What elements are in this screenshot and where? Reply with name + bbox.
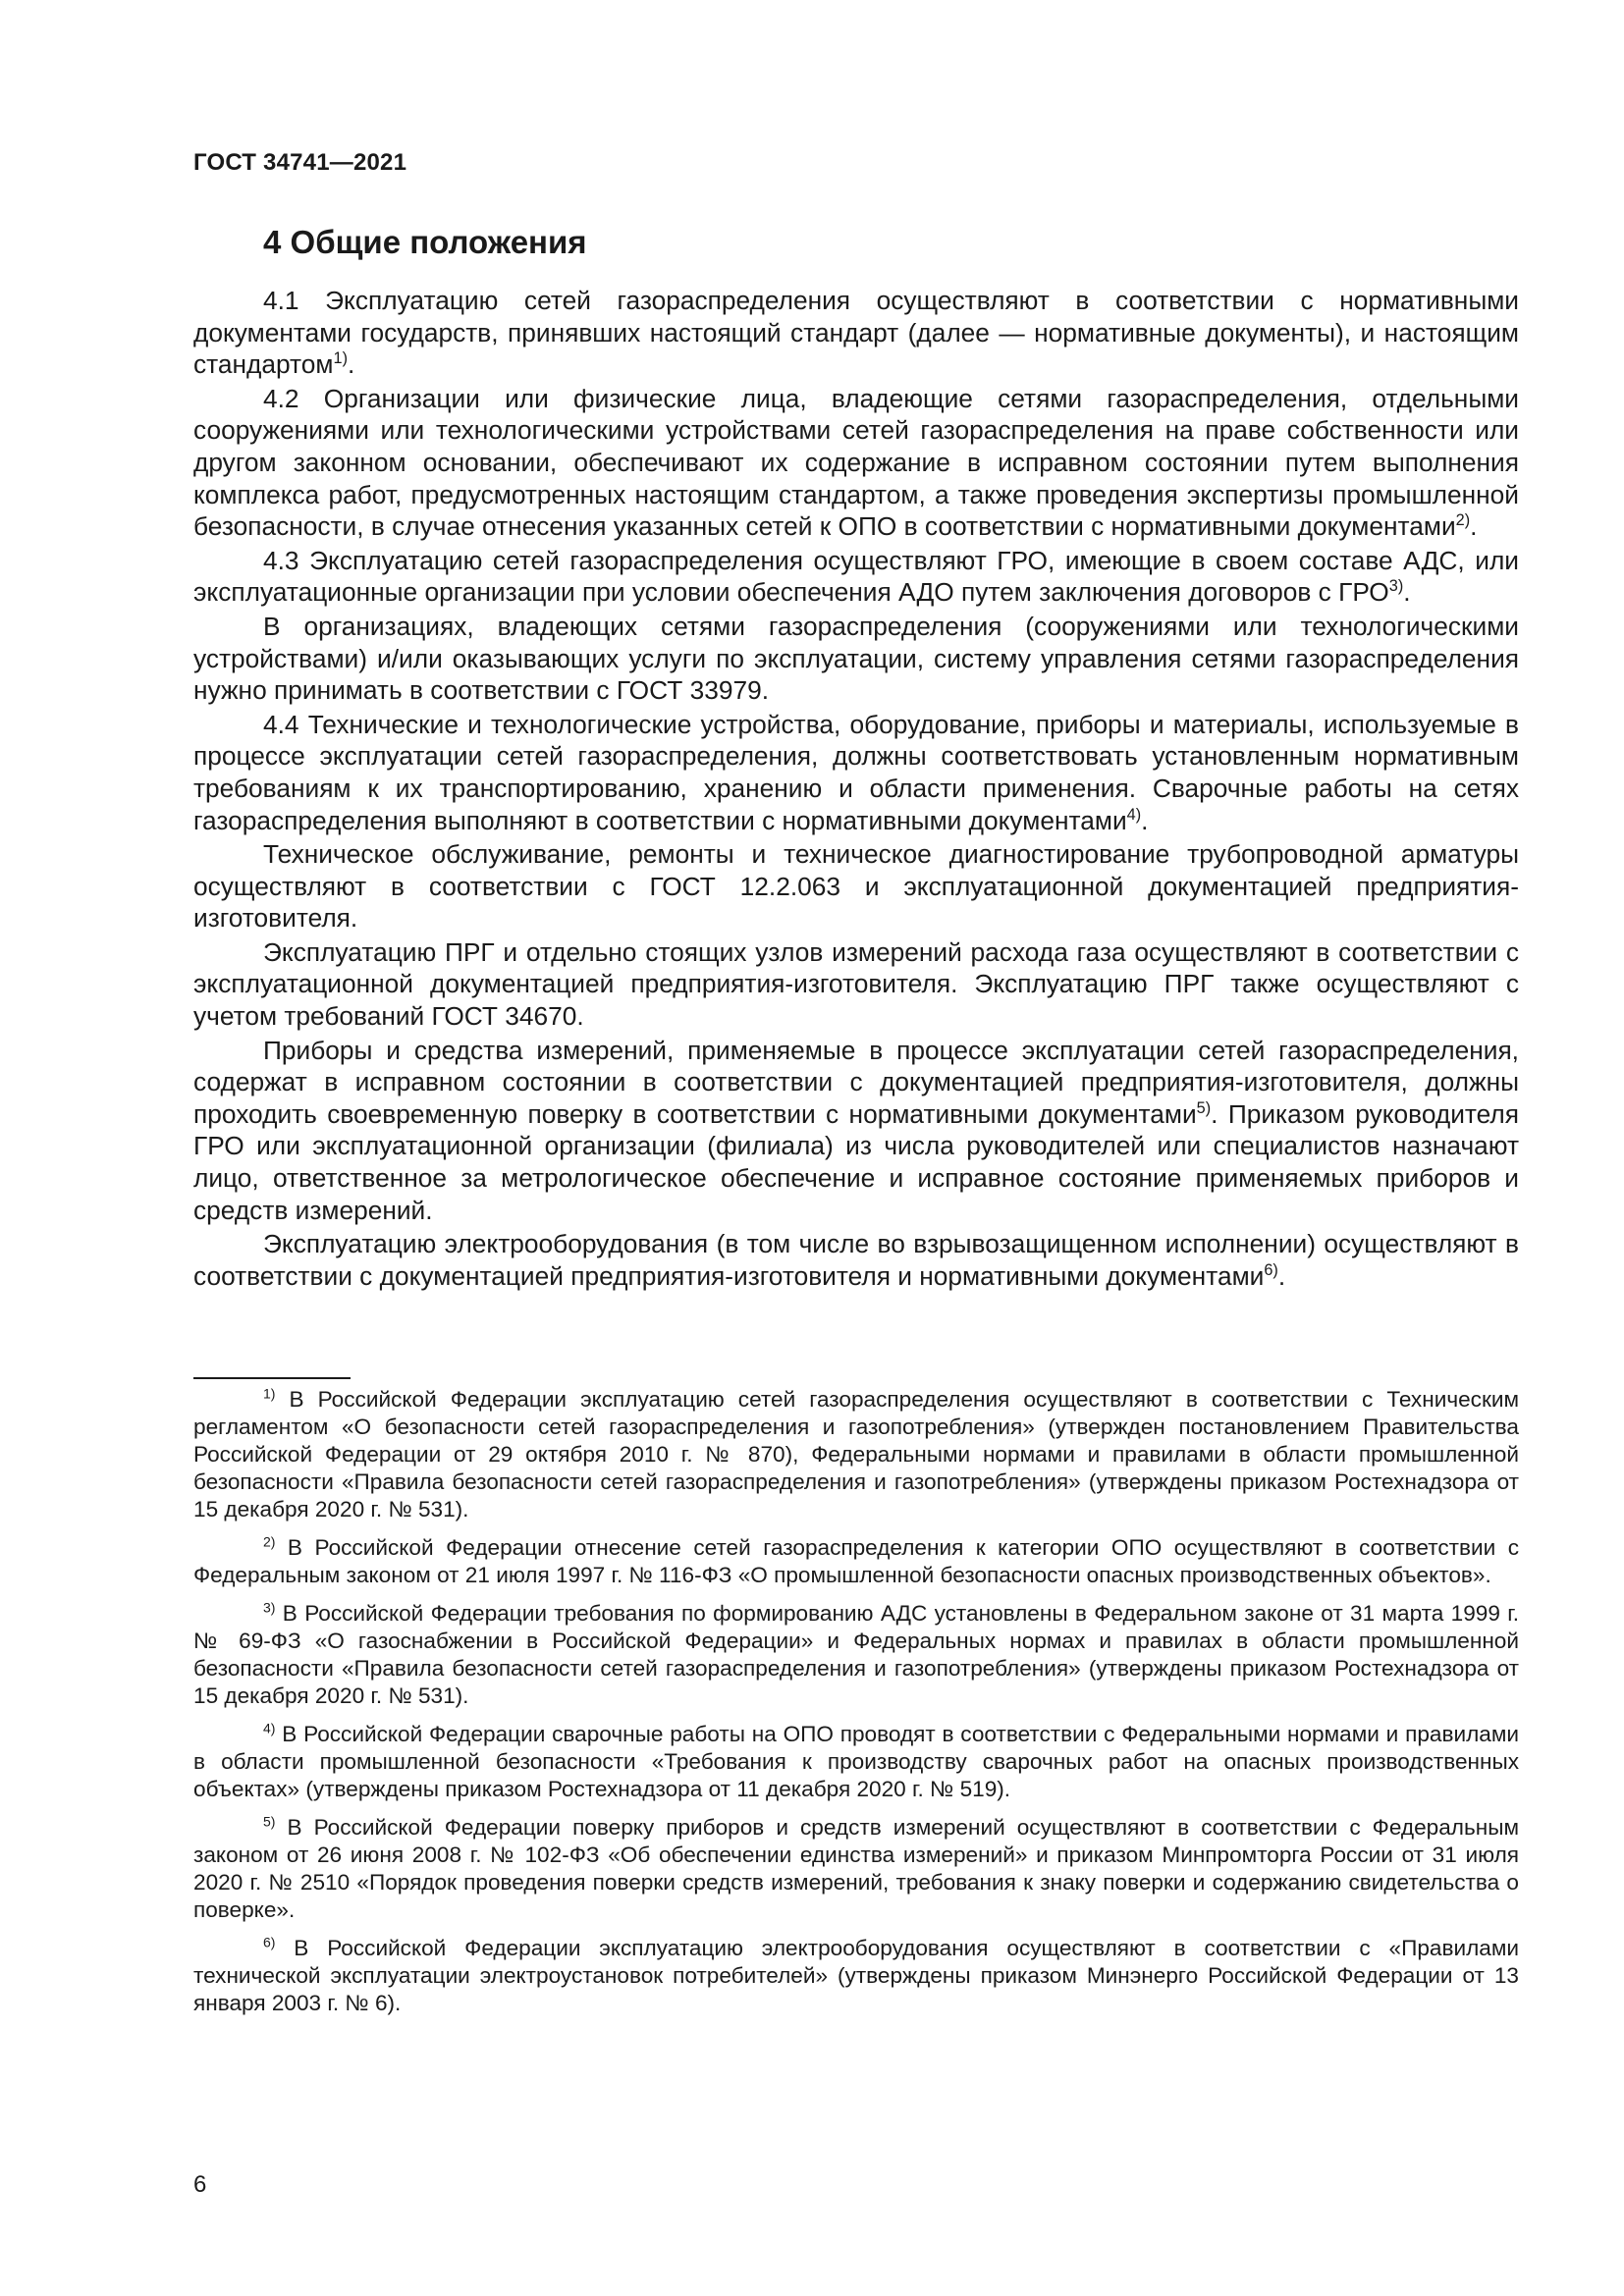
section-body xyxy=(193,285,1519,1294)
footnote-1: $^{1)}$ В Российской Федерации эксплуатацию сетей газораспределения осуществляют в соответствии с Техническим регламентом «О безопасности сетей газораспределения и газопотребления» (утвержден постановлением Правительства Российской Федерации от 29 октября 2010 г. № 870), Федеральными нормами и правилами в области промышленной безопасности «Правила безопасности сетей газораспределения и газопотребления» (утверждены приказом Ростехнадзора от 15 декабря 2020 г. № 531). xyxy=(193,1385,1519,1522)
paragraph-4-3: 4.3 Эксплуатацию сетей газораспределения осуществляют ГРО, имеющие в своем составе АДС, или эксплуатационные организации при условии обеспечения АДО путем заключения договоров с ГРО$^{3)}$. xyxy=(193,545,1519,608)
paragraph: Приборы и средства измерений, применяемые в процессе эксплуатации сетей газораспределения, содержат в исправном состоянии в соответствии с документацией предприятия-изготовителя, должны проходить своевременную поверку в соответствии с нормативными документами$^{5)}$. Приказом руководителя ГРО или эксплуатационной организации (филиала) из числа руководителей или специалистов назначают лицо, ответственное за метрологическое обеспечение и исправное состояние применяемых приборов и средств измерений. xyxy=(193,1035,1519,1225)
section-title: 4 Общие положения xyxy=(263,224,587,260)
footnote-5: $^{5)}$ В Российской Федерации поверку приборов и средств измерений осуществляют в соответствии с Федеральным законом от 26 июня 2008 г. № 102-ФЗ «Об обеспечении единства измерений» и приказом Минпромторга России от 31 июля 2020 г. № 2510 «Порядок проведения поверки средств измерений, требования к знаку поверки и содержанию свидетельства о поверке». xyxy=(193,1813,1519,1922)
footnote-ref: 4) xyxy=(1126,805,1142,824)
footnote-4: $^{4)}$ В Российской Федерации сварочные работы на ОПО проводят в соответствии с Федеральными нормами и правилами в области промышленной безопасности «Требования к производству сварочных работ на опасных производственных объектах» (утверждены приказом Ростехнадзора от 11 декабря 2020 г. № 519). xyxy=(193,1720,1519,1801)
footnote-divider xyxy=(193,1377,351,1379)
page-number: 6 xyxy=(193,2171,207,2198)
footnote-3: $^{3)}$ В Российской Федерации требования по формированию АДС установлены в Федеральном законе от 31 марта 1999 г. № 69-ФЗ «О газоснабжении в Российской Федерации» и Федеральных нормах и правилах в области промышленной безопасности «Правила безопасности сетей газораспределения и газопотребления» (утверждены приказом Ростехнадзора от 15 декабря 2020 г. № 531). xyxy=(193,1599,1519,1708)
footnote-ref: 6) xyxy=(1264,1261,1278,1280)
paragraph-4-1: 4.1 Эксплуатацию сетей газораспределения осуществляют в соответствии с нормативными документами государств, принявших настоящий стандарт (далее — нормативные документы), и настоящим стандартом$^{1)}$. xyxy=(193,286,1519,380)
paragraph-4-4: 4.4 Технические и технологические устройства, оборудование, приборы и материалы, используемые в процессе эксплуатации сетей газораспределения, должны соответствовать установленным нормативным требованиям к их транспортированию, хранению и области применения. Сварочные работы на сетях газораспределения выполняют в соответствии с нормативными документами$^{4)}$. xyxy=(193,709,1519,835)
footnote-ref: 3) xyxy=(1388,577,1404,596)
paragraph-4-2: 4.2 Организации или физические лица, владеющие сетями газораспределения, отдельными сооружениями или технологическими устройствами сетей газораспределения на праве собственности или другом законном основании, обеспечивают их содержание в исправном состоянии путем выполнения комплекса работ, предусмотренных настоящим стандартом, а также проведения экспертизы промышленной безопасности, в случае отнесения указанных сетей к ОПО в соответствии с нормативными документами$^{2)}$. xyxy=(193,383,1519,542)
paragraph: Техническое обслуживание, ремонты и техническое диагностирование трубопроводной арматуры осуществляют в соответствии с ГОСТ 12.2.063 и эксплуатационной документацией предприятия-изготовителя. xyxy=(193,839,1519,934)
paragraph: Эксплуатацию ПРГ и отдельно стоящих узлов измерений расхода газа осуществляют в соответствии с эксплуатационной документацией предприятия-изготовителя. Эксплуатацию ПРГ также осуществляют с учетом требований ГОСТ 34670. xyxy=(193,936,1519,1032)
paragraph: В организациях, владеющих сетями газораспределения (сооружениями или технологическими устройствами) и/или оказывающих услуги по эксплуатации, систему управления сетями газораспределения нужно принимать в соответствии с ГОСТ 33979. xyxy=(193,611,1519,706)
footnotes xyxy=(193,1386,1519,2028)
footnote-ref: 1) xyxy=(333,349,349,368)
footnote-ref: 5) xyxy=(1196,1099,1212,1118)
paragraph: Эксплуатацию электрооборудования (в том числе во взрывозащищенном исполнении) осуществляют в соответствии с документацией предприятия-изготовителя и нормативными документами$^{6)}$. xyxy=(193,1229,1519,1291)
document-header: ГОСТ 34741—2021 xyxy=(193,149,407,176)
footnote-2: $^{2)}$ В Российской Федерации отнесение сетей газораспределения к категории ОПО осуществляют в соответствии с Федеральным законом от 21 июля 1997 г. № 116-ФЗ «О промышленной безопасности опасных производственных объектов». xyxy=(193,1533,1519,1587)
footnote-6: $^{6)}$ В Российской Федерации эксплуатацию электрооборудования осуществляют в соответствии с «Правилами технической эксплуатации электроустановок потребителей» (утверждены приказом Минэнерго Российской Федерации от 13 января 2003 г. № 6). xyxy=(193,1934,1519,2015)
footnote-ref: 2) xyxy=(1455,511,1471,530)
